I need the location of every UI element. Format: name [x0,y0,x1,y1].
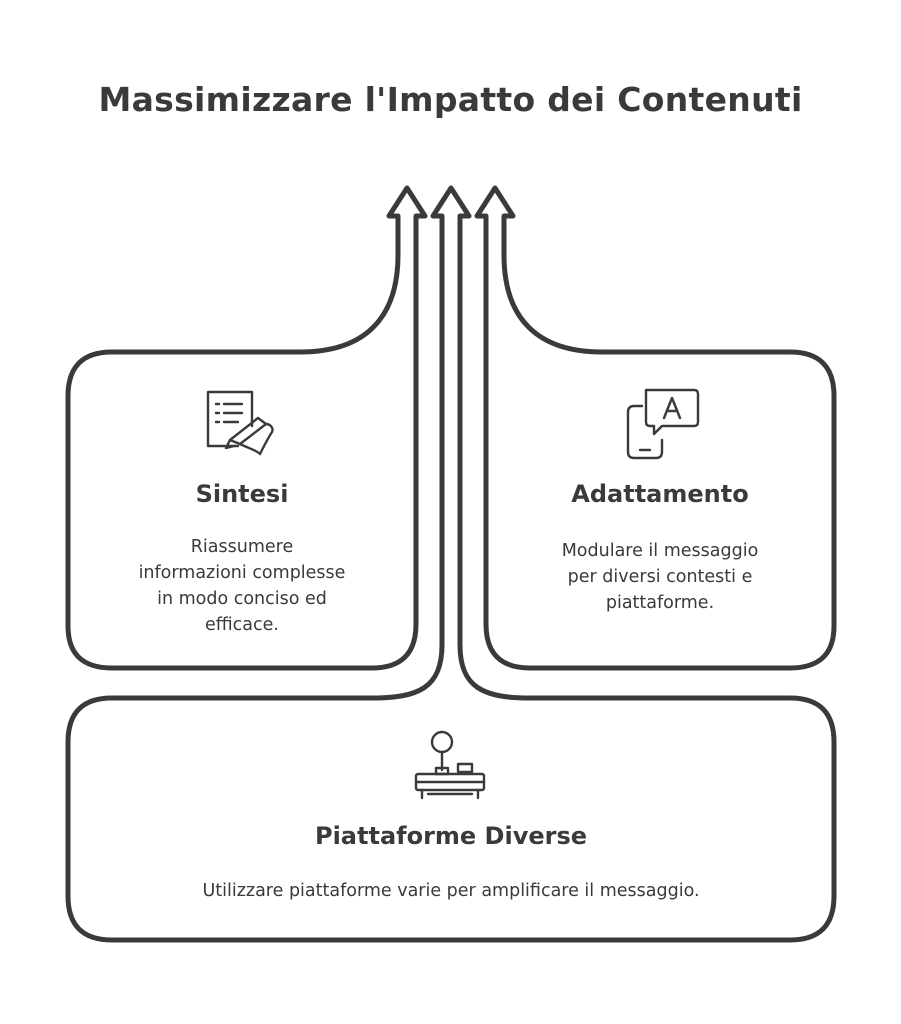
document-pen-icon [200,388,280,460]
adattamento-line-1: Modulare il messaggio [561,541,759,561]
piattaforme-heading: Piattaforme Diverse [314,822,588,850]
piattaforme-description [68,878,834,904]
sintesi-heading: Sintesi [195,480,289,508]
sintesi-description [68,534,416,638]
joystick-console-icon [412,730,490,804]
adattamento-heading: Adattamento [571,480,749,508]
sintesi-line-4: efficace. [205,615,279,635]
adattamento-description [486,538,834,616]
phone-chat-icon [622,386,702,462]
sintesi-line-2: informazioni complesse [138,563,346,583]
sintesi-line-1: Riassumere [190,537,294,557]
adattamento-line-2: per diversi contesti e [567,567,753,587]
piattaforme-line-1: Utilizzare piattaforme varie per amplificare il messaggio. [202,881,700,901]
sintesi-line-3: in modo conciso ed [157,589,327,609]
adattamento-line-3: piattaforme. [605,593,715,613]
diagram-title: Massimizzare l'Impatto dei Contenuti [98,80,803,119]
